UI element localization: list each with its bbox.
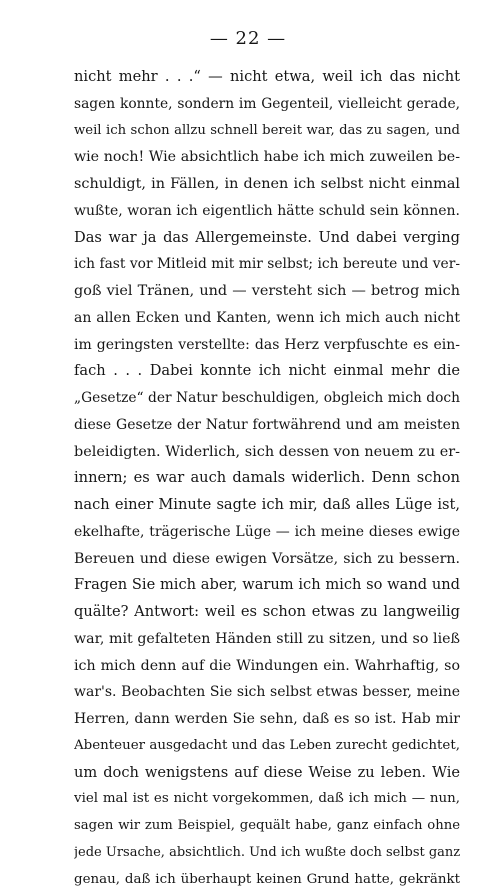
text-line: genau, daß ich überhaupt keinen Grund hatte, gekränkt (74, 867, 460, 893)
body-text (74, 64, 460, 893)
text-line: beleidigten. Widerlich, sich dessen von neuem zu er- (74, 439, 460, 466)
text-line: Abenteuer ausgedacht und das Leben zurecht gedichtet, (74, 733, 460, 760)
text-line: an allen Ecken und Kanten, wenn ich mich auch nicht (74, 305, 460, 332)
text-line: innern; es war auch damals widerlich. Denn schon (74, 465, 460, 492)
text-line: jede Ursache, absichtlich. Und ich wußte doch selbst ganz (74, 840, 460, 867)
text-line: „Gesetze“ der Natur beschuldigen, obgleich mich doch (74, 385, 460, 412)
text-line: ich mich denn auf die Windungen ein. Wahrhaftig, so (74, 653, 460, 680)
text-line: ich fast vor Mitleid mit mir selbst; ich bereute und ver- (74, 251, 460, 278)
text-line: schuldigt, in Fällen, in denen ich selbst nicht einmal (74, 171, 460, 198)
text-line: diese Gesetze der Natur fortwährend und am meisten (74, 412, 460, 439)
text-line: nach einer Minute sagte ich mir, daß alles Lüge ist, (74, 492, 460, 519)
text-line: Bereuen und diese ewigen Vorsätze, sich zu bessern. (74, 546, 460, 573)
text-line: ekelhafte, trägerische Lüge — ich meine dieses ewige (74, 519, 460, 546)
text-line: sagen wir zum Beispiel, gequält habe, ganz einfach ohne (74, 813, 460, 840)
text-line: Das war ja das Allergemeinste. Und dabei verging (74, 225, 460, 252)
text-line: im geringsten verstellte: das Herz verpfuschte es ein- (74, 332, 460, 359)
text-line: viel mal ist es nicht vorgekommen, daß ich mich — nun, (74, 786, 460, 813)
text-line: nicht mehr . . .“ — nicht etwa, weil ich das nicht (74, 64, 460, 91)
text-line: war's. Beobachten Sie sich selbst etwas besser, meine (74, 679, 460, 706)
text-line: quälte? Antwort: weil es schon etwas zu langweilig (74, 599, 460, 626)
text-line: wie noch! Wie absichtlich habe ich mich zuweilen be- (74, 144, 460, 171)
text-line: sagen konnte, sondern im Gegenteil, vielleicht gerade, (74, 91, 460, 118)
text-line: weil ich schon allzu schnell bereit war, das zu sagen, und (74, 118, 460, 145)
page-number: — 22 — (0, 28, 496, 49)
text-line: Fragen Sie mich aber, warum ich mich so wand und (74, 572, 460, 599)
text-line: Herren, dann werden Sie sehn, daß es so ist. Hab mir (74, 706, 460, 733)
text-line: fach . . . Dabei konnte ich nicht einmal mehr die (74, 358, 460, 385)
text-line: um doch wenigstens auf diese Weise zu leben. Wie (74, 760, 460, 787)
text-line: war, mit gefalteten Händen still zu sitzen, und so ließ (74, 626, 460, 653)
text-line: wußte, woran ich eigentlich hätte schuld sein können. (74, 198, 460, 225)
text-line: goß viel Tränen, und — versteht sich — betrog mich (74, 278, 460, 305)
